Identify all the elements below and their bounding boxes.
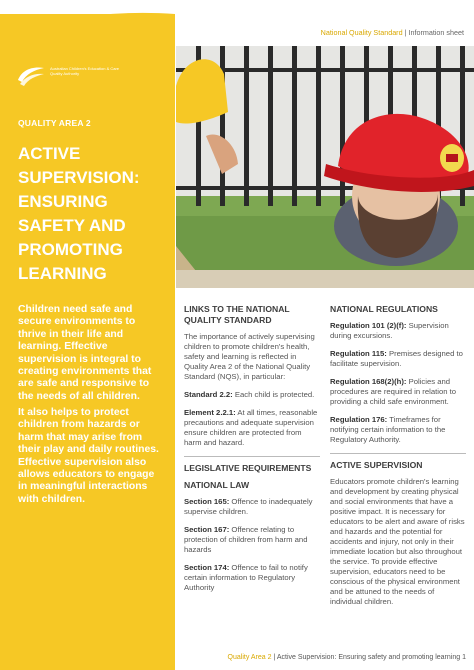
standard-2-2: Standard 2.2: Each child is protected. — [184, 390, 315, 399]
children-fire-helmet-illustration — [176, 46, 474, 288]
regulation-168: Regulation 168(2)(h): Policies and procedures are required in relation to providing a child safe environment. — [330, 377, 457, 406]
legislative-heading: LEGISLATIVE REQUIREMENTS — [184, 463, 312, 473]
active-supervision-body: Educators promote children's learning and development by creating physical and social environments that have a positive impact. It is necessary for educators to be alert and aware of risks and hazards and the potential for accidents and injury, not only in their immediate location but also throughout the service. To provide effective supervision, educators need to be conscious of the physical environment and be attuned to the needs of individual children. — [330, 477, 465, 606]
hero-photo — [176, 46, 474, 288]
regulations-heading: NATIONAL REGULATIONS — [330, 304, 438, 314]
active-supervision-heading: ACTIVE SUPERVISION — [330, 460, 423, 470]
regulation-101: Regulation 101 (2)(f): Supervision during excursions. — [330, 321, 449, 340]
divider — [184, 456, 320, 457]
links-heading: LINKS TO THE NATIONAL QUALITY STANDARD — [184, 304, 290, 325]
footer-title: Active Supervision: Ensuring safety and promoting learning — [276, 654, 461, 661]
section-165: Section 165: Offence to inadequately supervise children. — [184, 497, 313, 516]
section-167: Section 167: Offence relating to protection of children from harm and hazards — [184, 525, 308, 554]
page-footer — [0, 654, 466, 661]
column-national-quality-standard — [184, 304, 320, 601]
links-body: The importance of actively supervising children to promote children's health, safety and learning is reflected in Quality Area 2 of the National Quality Standard (NQS), in particular: — [184, 332, 315, 381]
page-title: ACTIVE SUPERVISION: ENSURING SAFETY AND PROMOTING LEARNING — [18, 144, 140, 283]
logo-swoosh-icon — [16, 64, 46, 88]
header-standard: National Quality Standard — [320, 28, 403, 37]
footer-area: Quality Area 2 — [227, 654, 272, 661]
intro-paragraph-1: Children need safe and secure environments to thrive in their life and learning. Effective supervision is integral to creating environments that are safe and responsive to the needs of all children. — [18, 304, 152, 402]
intro-paragraph-2: It also helps to protect children from hazards or harm that may arise from their play and daily routines. Effective supervision also allows educators to engage in meaningful interactions with children. — [18, 407, 159, 505]
regulation-176: Regulation 176: Timeframes for notifying certain information to the Regulatory Authority. — [330, 415, 446, 444]
header-doc-type: Information sheet — [408, 28, 464, 37]
footer-separator: | — [273, 654, 276, 661]
header-separator: | — [404, 28, 407, 37]
national-law-heading: NATIONAL LAW — [184, 480, 250, 490]
page-number: 1 — [462, 654, 466, 661]
logo-text: Australian Children's Education & Care Quality Authority — [50, 66, 120, 76]
column-regulations — [330, 304, 466, 615]
divider — [330, 453, 466, 454]
header-publication — [321, 28, 464, 37]
regulation-115: Regulation 115: Premises designed to facilitate supervision. — [330, 349, 463, 368]
section-174: Section 174: Offence to fail to notify certain information to Regulatory Authority — [184, 563, 308, 592]
acecqa-logo — [16, 64, 156, 88]
element-2-2-1: Element 2.2.1: At all times, reasonable precautions and adequate supervision ensure children are protected from harm and hazard. — [184, 408, 318, 447]
quality-area-label: QUALITY AREA 2 — [18, 118, 91, 128]
